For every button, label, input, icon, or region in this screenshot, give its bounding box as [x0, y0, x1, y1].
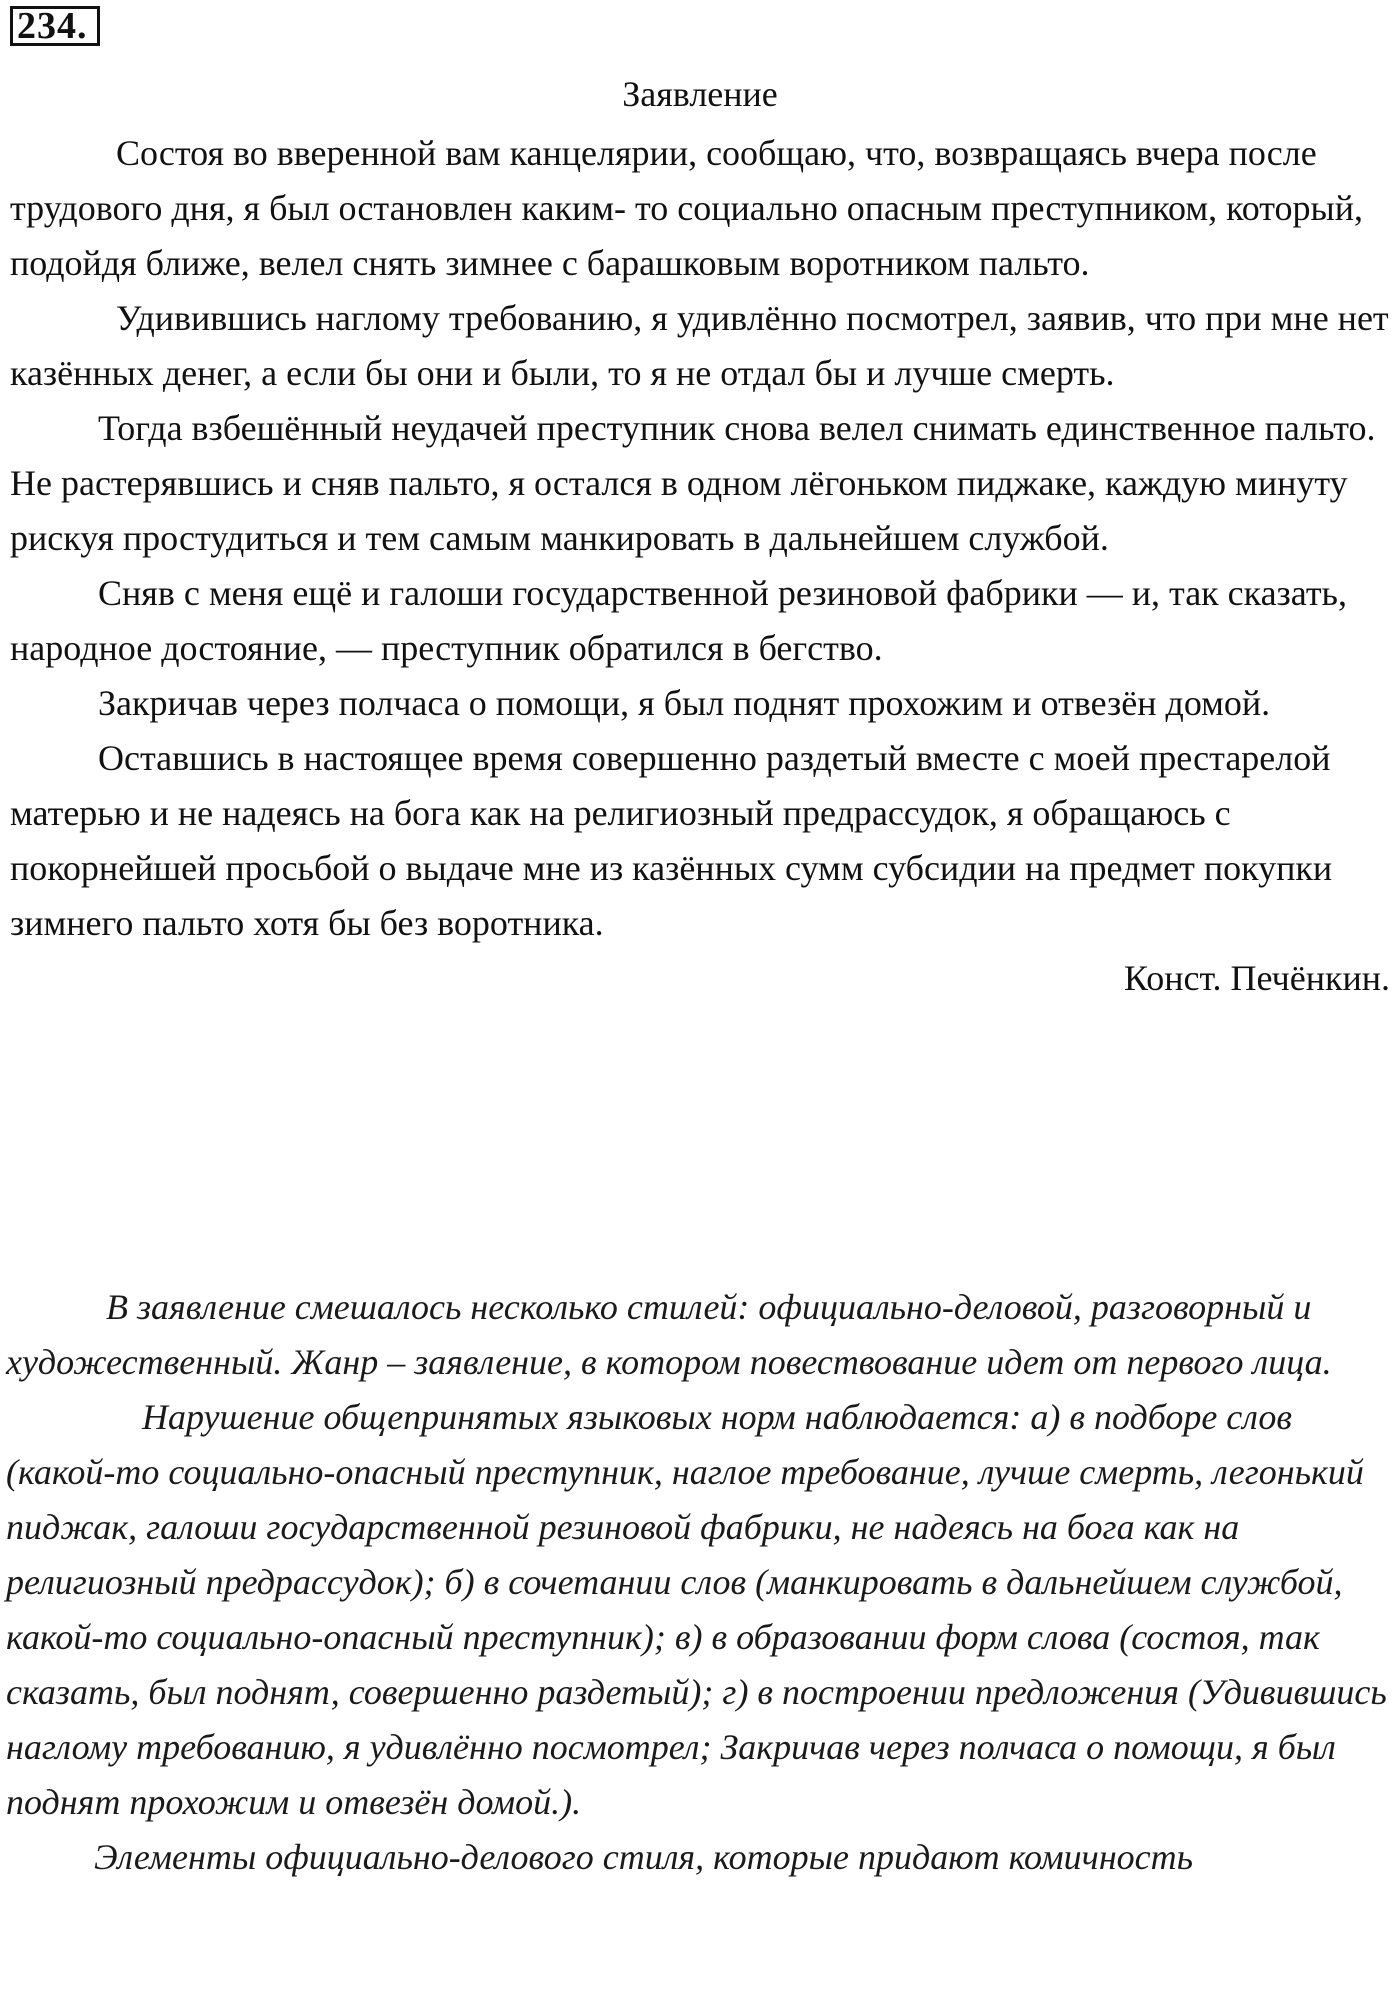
letter-paragraph: Состоя во вверенной вам канцелярии, сообщаю, что, возвращаясь вчера после трудового дня, я был остановлен каким- то социально опасным преступником, который, подойдя ближе, велел снять зимнее с барашковым воротником пальто. — [10, 133, 1364, 283]
analysis-section — [6, 1280, 1390, 1885]
letter-paragraph: Оставшись в настоящее время совершенно раздетый вместе с моей престарелой матерью и не надеясь на бога как на религиозный предрассудок, я обращаюсь с покорнейшей просьбой о выдаче мне из казённых сумм субсидии на предмет покупки зимнего пальто хотя бы без воротника. — [10, 738, 1333, 943]
exercise-number-badge: 234. — [10, 6, 100, 46]
letter-paragraph: Удивившись наглому требованию, я удивлённо посмотрел, заявив, что при мне нет казённых денег, а если бы они и были, то я не отдал бы и лучше смерть. — [10, 298, 1389, 393]
analysis-paragraph: Элементы официально-делового стиля, которые придают комичность — [94, 1837, 1194, 1877]
letter-paragraph: Закричав через полчаса о помощи, я был поднят прохожим и отвезён домой. — [98, 683, 1271, 723]
letter-signature: Конст. Печёнкин. — [1124, 958, 1390, 998]
analysis-paragraph: Нарушение общепринятых языковых норм наблюдается: а) в подборе слов (какой-то социально-опасный преступник, наглое требование, лучше смерть, легонький пиджак, галоши государственной резиновой фабрики, не надеясь на бога как на религиозный предрассудок); б) в сочетании слов (манкировать в дальнейшем службой, какой-то социально-опасный преступник); в) в образовании форм слова (состоя, так сказать, был поднят, совершенно раздетый); г) в построении предложения (Удивившись наглому требованию, я удивлённо посмотрел; Закричав через полчаса о помощи, я был поднят прохожим и отвезён домой.). — [6, 1397, 1387, 1822]
letter-body — [10, 126, 1390, 1006]
letter-paragraph: Сняв с меня ещё и галоши государственной резиновой фабрики — и, так сказать, народное достояние, — преступник обратился в бегство. — [10, 573, 1347, 668]
letter-title: Заявление — [622, 74, 778, 114]
analysis-paragraph: В заявление смешалось несколько стилей: официально-деловой, разговорный и художественный. Жанр – заявление, в котором повествование идет от первого лица. — [6, 1287, 1332, 1382]
letter-paragraph: Тогда взбешённый неудачей преступник снова велел снимать единственное пальто. Не растерявшись и сняв пальто, я остался в одном лёгоньком пиджаке, каждую минуту рискуя простудиться и тем самым манкировать в дальнейшем службой. — [10, 408, 1376, 558]
